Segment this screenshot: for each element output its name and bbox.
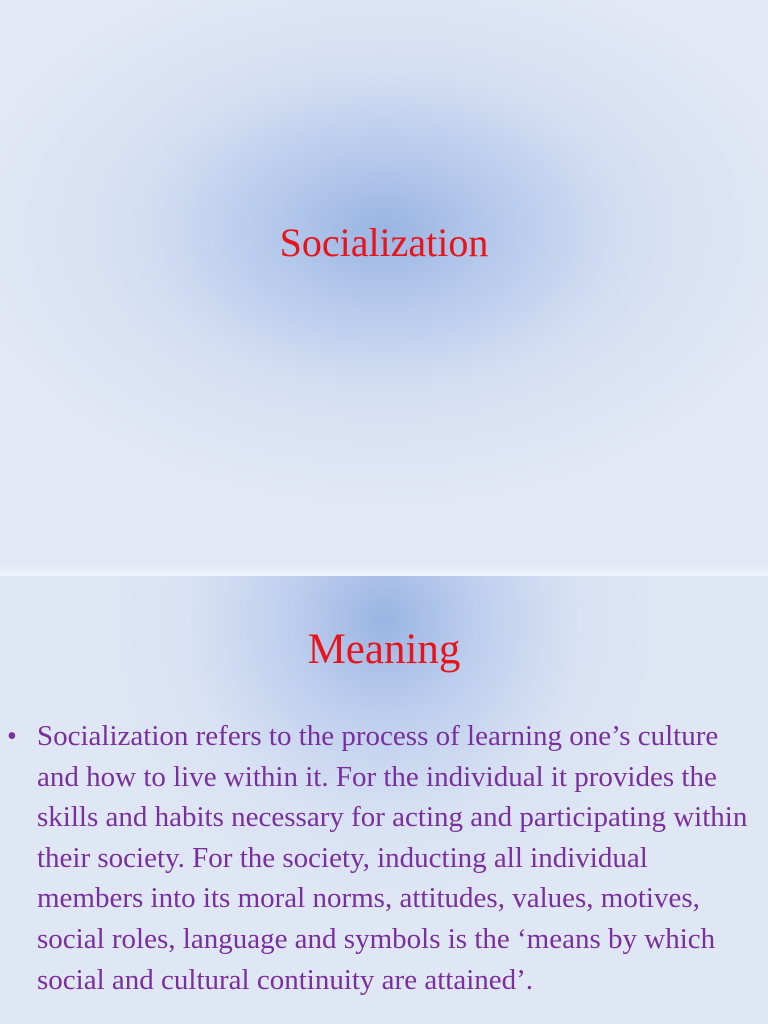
bullet-icon: • xyxy=(7,721,17,752)
slide-title-heading: Socialization xyxy=(279,220,489,265)
bullet-text: Socialization refers to the process of learning one’s culture and how to live within it. For the individual it provides the skills and habits necessary for acting and participating within their society. For the society, inducting all individual members into its moral norms, attitudes, values, motives, social roles, language and symbols is the ‘means by which social and cultural continuity are attained’. xyxy=(37,720,748,996)
slide-meaning xyxy=(0,576,768,1024)
meaning-heading: Meaning xyxy=(307,626,461,673)
